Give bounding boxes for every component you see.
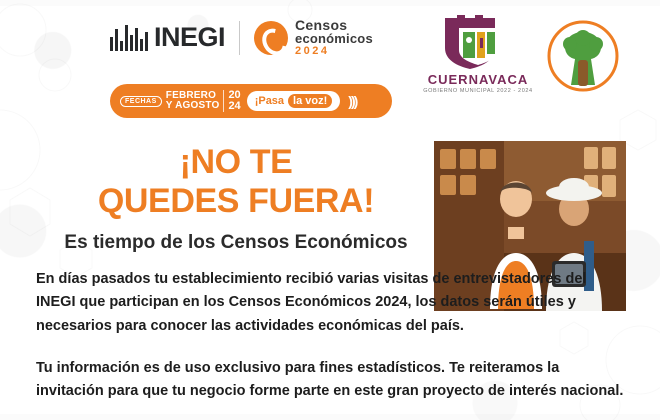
months-text (166, 91, 220, 112)
censos-swirl-icon (254, 21, 288, 55)
censos-economicos-logo (254, 18, 373, 57)
headline-line2: QUEDES FUERA! (97, 181, 375, 220)
logos-row (110, 18, 373, 57)
inegi-logo (110, 22, 225, 53)
pasa-la-voz-pill (247, 91, 341, 111)
inegi-wordmark: INEGI (154, 22, 226, 52)
censos-year: 2024 (295, 45, 330, 57)
subheadline: Es tiempo de los Censos Económicos (64, 232, 408, 253)
paragraph-1: En días pasados tu establecimiento recibió varias visitas de entrevistadores del INEGI que participan en los Censos Económicos 2024, los datos serán útiles y necesarios para conocer las actividades económicas del país. (36, 271, 587, 334)
censos-line2: económicos (295, 31, 373, 46)
cuernavaca-name: CUERNAVACA (427, 72, 529, 87)
dates-chip (120, 90, 241, 112)
headline (36, 143, 436, 221)
dates-label: FECHAS (120, 96, 162, 107)
sound-waves-icon: ))) (348, 93, 357, 109)
cuernavaca-shield-icon (418, 14, 538, 70)
voz-prefix: ¡Pasa (254, 95, 285, 107)
cuernavaca-logo (418, 14, 538, 94)
headline-line1: ¡NO TE (179, 143, 293, 181)
year-bottom: 24 (228, 100, 241, 112)
paragraph-2: Tu información es de uso exclusivo para fines estadísticos. Te reiteramos la invitación para que tu negocio forme parte en este gran proyecto de interés nacional. (36, 360, 624, 400)
poster-header (0, 0, 660, 138)
logo-divider (239, 21, 240, 55)
year-top: 20 (228, 89, 241, 101)
censos-line1: Censos (295, 17, 348, 33)
cuernavaca-subtitle: GOBIERNO MUNICIPAL 2022 - 2024 (423, 88, 533, 94)
months-line2: Y AGOSTO (165, 100, 220, 111)
date-bar (110, 84, 392, 118)
cuernavaca-tree-icon (540, 16, 626, 100)
months-line1: FEBRERO (165, 89, 217, 101)
inegi-bars-icon (110, 25, 148, 51)
censos-wordmark (295, 18, 373, 57)
voz-highlight: la voz! (288, 94, 332, 108)
year-text (223, 90, 240, 112)
